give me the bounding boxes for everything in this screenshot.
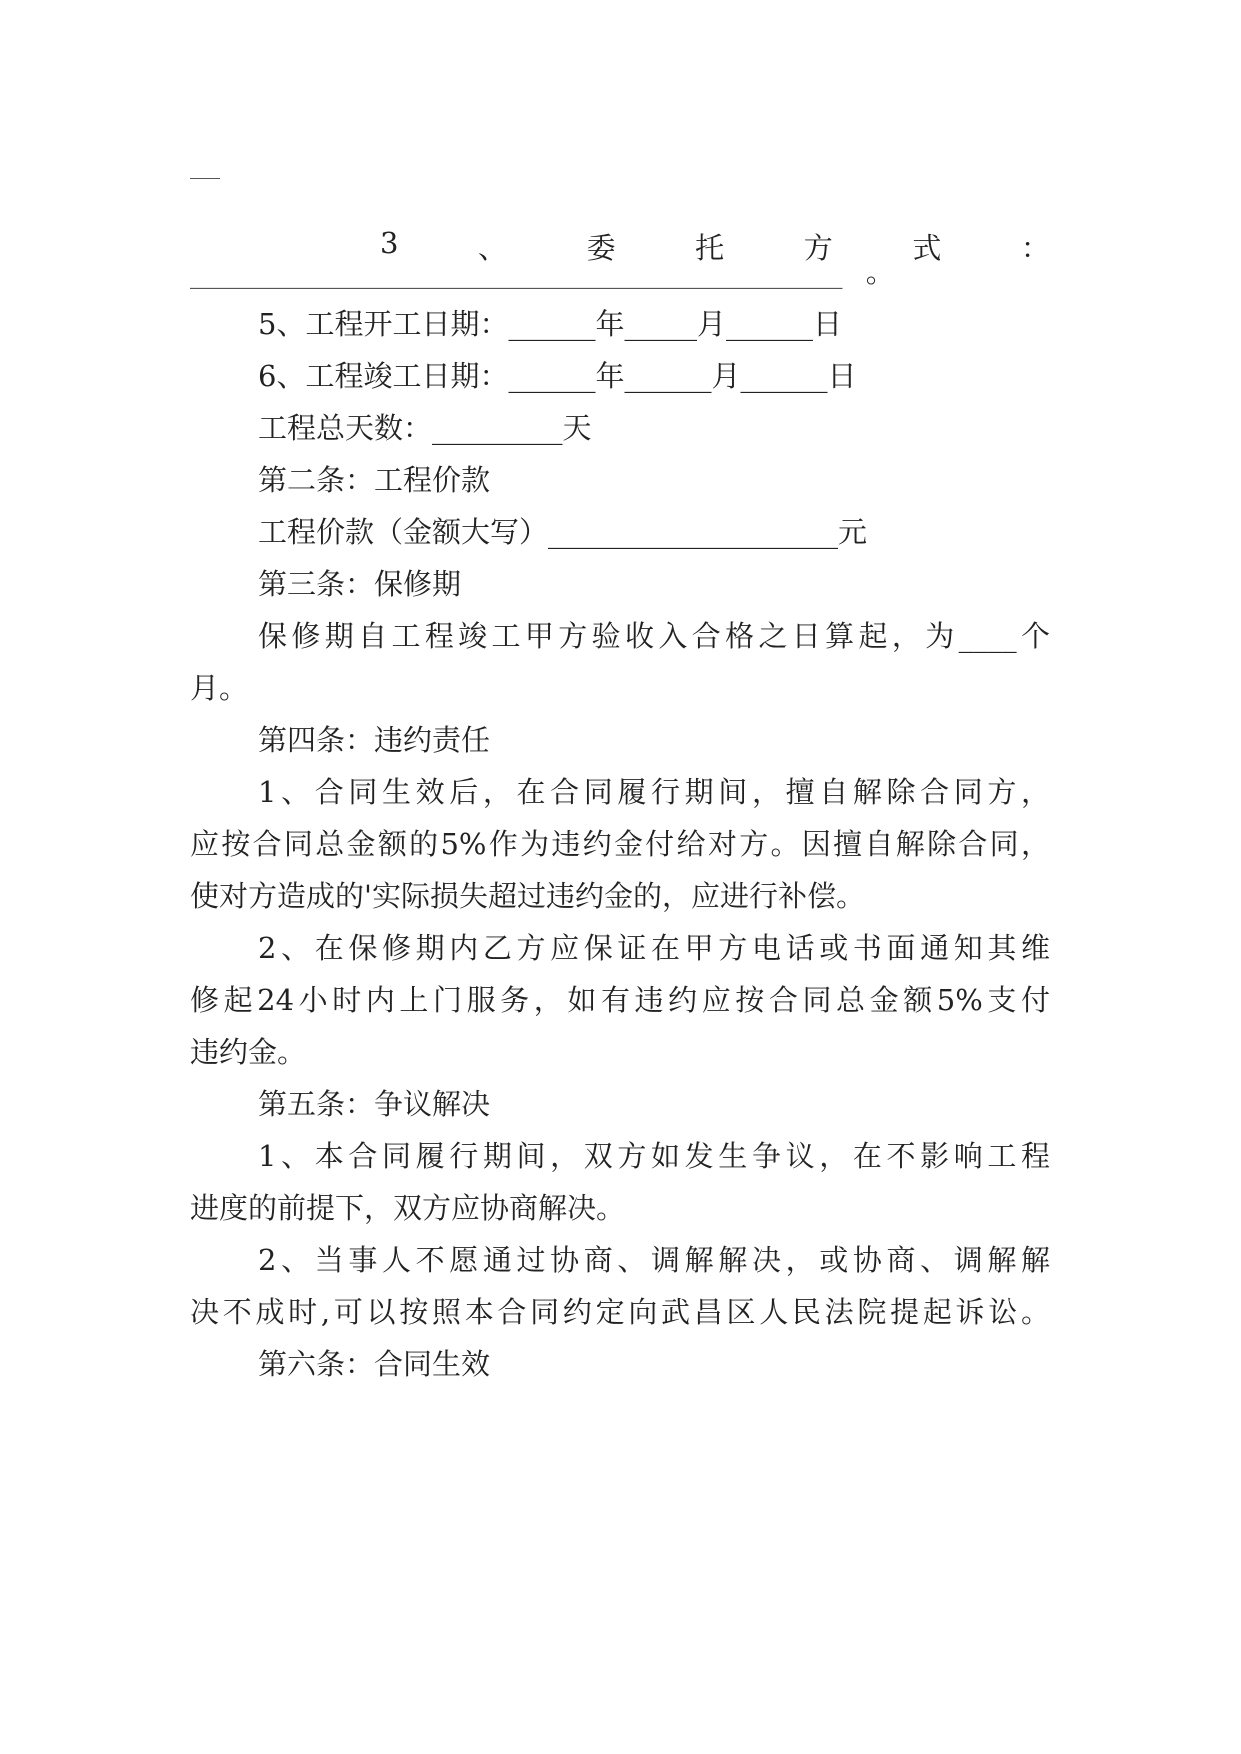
article-5-paragraph-line: 1、本合同履行期间，双方如发生争议，在不影响工程 xyxy=(258,1139,1050,1173)
top-dash xyxy=(190,178,220,179)
item3-blank-line: _____________________________________________ xyxy=(190,255,843,289)
end-date-line: 6、工程竣工日期：______年______月______日 xyxy=(258,359,857,393)
article-6-title: 第六条：合同生效 xyxy=(258,1347,491,1381)
article-3-paragraph-line: 保修期自工程竣工甲方验收入合格之日算起，为____个 xyxy=(258,619,1050,653)
article-2-title: 第二条：工程价款 xyxy=(258,463,491,497)
article-5-paragraph-line: 决不成时,可以按照本合同约定向武昌区人民法院提起诉讼。 xyxy=(190,1295,1050,1329)
article-3-paragraph-line: 月。 xyxy=(190,671,249,705)
article-4-paragraph-line: 1、合同生效后，在合同履行期间，擅自解除合同方， xyxy=(258,775,1050,809)
article-4-paragraph-line: 2、在保修期内乙方应保证在甲方电话或书面通知其维 xyxy=(258,931,1050,965)
item3-char: 3 xyxy=(380,226,399,260)
article-5-paragraph-line: 进度的前提下，双方应协商解决。 xyxy=(190,1191,626,1225)
item3-char: 、 xyxy=(478,231,508,265)
item3-char: ： xyxy=(1020,231,1050,265)
item3-end: 。 xyxy=(865,255,895,289)
article-4-paragraph-line: 修起24小时内上门服务，如有违约应按合同总金额5%支付 xyxy=(190,983,1050,1017)
item3-char: 式 xyxy=(912,231,942,265)
item3-char: 方 xyxy=(803,231,833,265)
article-3-title: 第三条：保修期 xyxy=(258,567,462,601)
item3-char: 委 xyxy=(586,231,616,265)
article-4-paragraph-line: 应按合同总金额的5%作为违约金付给对方。因擅自解除合同， xyxy=(190,827,1050,861)
total-days-line: 工程总天数：_________天 xyxy=(258,411,592,445)
article-5-paragraph-line: 2、当事人不愿通过协商、调解解决，或协商、调解解 xyxy=(258,1243,1050,1277)
item3-blank xyxy=(190,252,895,292)
article-5-title: 第五条：争议解决 xyxy=(258,1087,491,1121)
article-4-paragraph-line: 违约金。 xyxy=(190,1035,307,1069)
start-date-line: 5、工程开工日期：______年_____月______日 xyxy=(258,307,842,341)
item3-char: 托 xyxy=(695,231,725,265)
article-2-price: 工程价款（金额大写）____________________元 xyxy=(258,515,868,549)
article-4-paragraph-line: 使对方造成的'实际损失超过违约金的，应进行补偿。 xyxy=(190,879,865,913)
article-4-title: 第四条：违约责任 xyxy=(258,723,491,757)
